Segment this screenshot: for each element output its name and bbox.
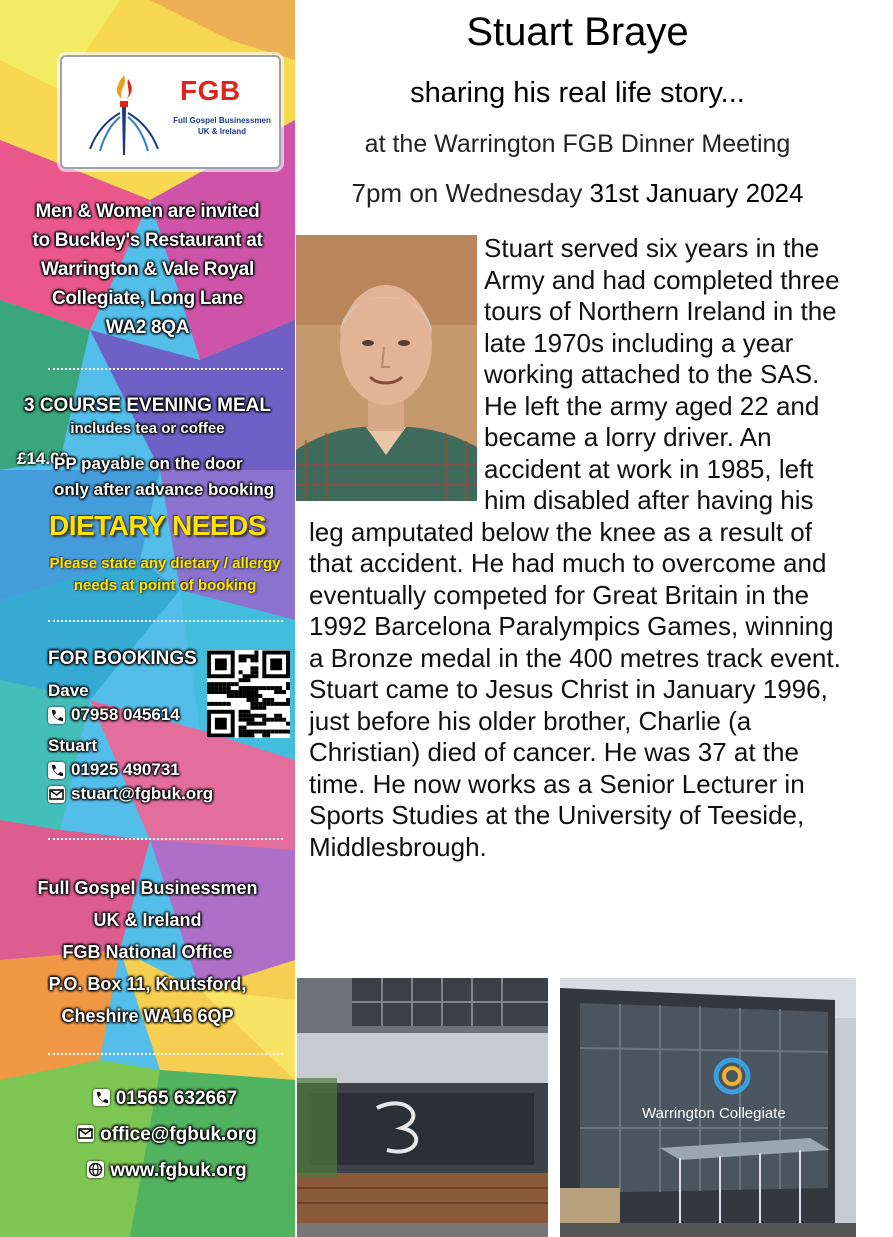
college-sign-text: Warrington Collegiate	[642, 1105, 786, 1122]
college-photo	[560, 978, 856, 1237]
phone-number: 01925 490731	[71, 760, 180, 779]
website-url: www.fgbuk.org	[110, 1160, 247, 1181]
sidebar-background	[0, 0, 295, 1237]
email-address: office@fgbuk.org	[100, 1124, 257, 1145]
qr-code[interactable]	[207, 650, 290, 738]
contact-phone-dave[interactable]	[48, 705, 180, 725]
phone-icon	[48, 762, 65, 779]
office-address	[0, 872, 295, 1032]
phone-icon	[93, 1089, 110, 1106]
divider	[48, 838, 283, 840]
invite-line: Collegiate, Long Lane	[51, 288, 244, 309]
office-line: P.O. Box 11, Knutsford,	[48, 974, 247, 994]
story-text	[309, 233, 854, 863]
torch-icon	[76, 67, 171, 157]
contact-name-dave: Dave	[48, 681, 89, 700]
dietary-line: needs at point of booking	[73, 577, 257, 594]
invite-line: to Buckley's Restaurant at	[32, 230, 263, 251]
fgb-brand: FGB	[180, 75, 241, 106]
payment-note-line: PP payable on the door	[54, 454, 243, 473]
divider	[48, 368, 283, 370]
office-line: Cheshire WA16 6QP	[61, 1006, 234, 1026]
org-line-1: Full Gospel Businessmen	[173, 116, 271, 125]
event-time: 7pm on Wednesday	[351, 178, 583, 208]
portrait-spacer	[309, 233, 484, 503]
office-email[interactable]	[0, 1124, 295, 1146]
invite-line: Men & Women are invited	[35, 201, 260, 222]
globe-icon	[87, 1161, 104, 1178]
phone-icon	[48, 707, 65, 724]
office-line: UK & Ireland	[93, 910, 202, 930]
dietary-needs-title: DIETARY NEEDS	[48, 510, 267, 541]
meal-title: 3 COURSE EVENING MEAL	[23, 395, 272, 416]
contact-name-stuart: Stuart	[48, 736, 98, 755]
fgb-logo-card	[60, 55, 281, 169]
contact-phone-stuart[interactable]	[48, 760, 180, 780]
payment-note	[54, 451, 284, 503]
dietary-needs-text	[30, 553, 295, 597]
event-venue: at the Warrington FGB Dinner Meeting	[364, 130, 791, 158]
qr-code-image	[207, 650, 290, 738]
divider	[48, 620, 283, 622]
payment-note-line: only after advance booking	[54, 480, 275, 499]
event-date: 31st January 2024	[589, 178, 804, 208]
office-line: Full Gospel Businessmen	[37, 878, 258, 898]
divider	[48, 1053, 283, 1055]
invite-line: WA2 8QA	[105, 317, 190, 338]
bookings-title: FOR BOOKINGS	[48, 648, 197, 669]
speaker-name: Stuart Braye	[466, 10, 689, 54]
phone-number: 07958 045614	[71, 705, 180, 724]
website-link[interactable]	[0, 1160, 295, 1182]
invite-line: Warrington & Vale Royal	[40, 259, 255, 280]
contact-email-stuart[interactable]	[48, 784, 213, 804]
office-line: FGB National Office	[62, 942, 233, 962]
org-line-2: UK & Ireland	[197, 127, 246, 136]
price: £14.00	[17, 449, 69, 468]
phone-number: 01565 632667	[115, 1088, 238, 1109]
email-address: stuart@fgbuk.org	[71, 784, 214, 803]
dietary-line: Please state any dietary / allergy	[49, 555, 281, 572]
fgb-org-name	[172, 115, 272, 137]
story-paragraph: Stuart served six years in the Army and had completed three tours of Northern Ireland in the late 1970s including a year working attached to the SAS. He left the army aged 22 and became a lorry driver. An accident at work in 1985, left him disabled after having his leg amputated below the knee as a result of that accident. He had much to overcome and eventually competed for Great Britain in the 1992 Barcelona Paralympics Games, winning a Bronze medal in the 400 metres track event. Stuart came to Jesus Christ in January 1996, just before his older brother, Charlie (a Christian) died of cancer. He was 37 at the time. He now works as a Senior Lecturer in Sports Studies at the University of Teeside, Middlesbrough.	[309, 233, 841, 862]
email-icon	[48, 786, 65, 803]
sidebar	[0, 0, 295, 1237]
email-icon	[77, 1125, 94, 1142]
invitation-text	[0, 197, 295, 342]
restaurant-photo	[297, 978, 548, 1237]
meal-subtitle: includes tea or coffee	[70, 420, 225, 437]
event-subtitle: sharing his real life story...	[410, 77, 745, 109]
event-datetime	[295, 178, 860, 209]
office-phone[interactable]	[0, 1088, 295, 1110]
